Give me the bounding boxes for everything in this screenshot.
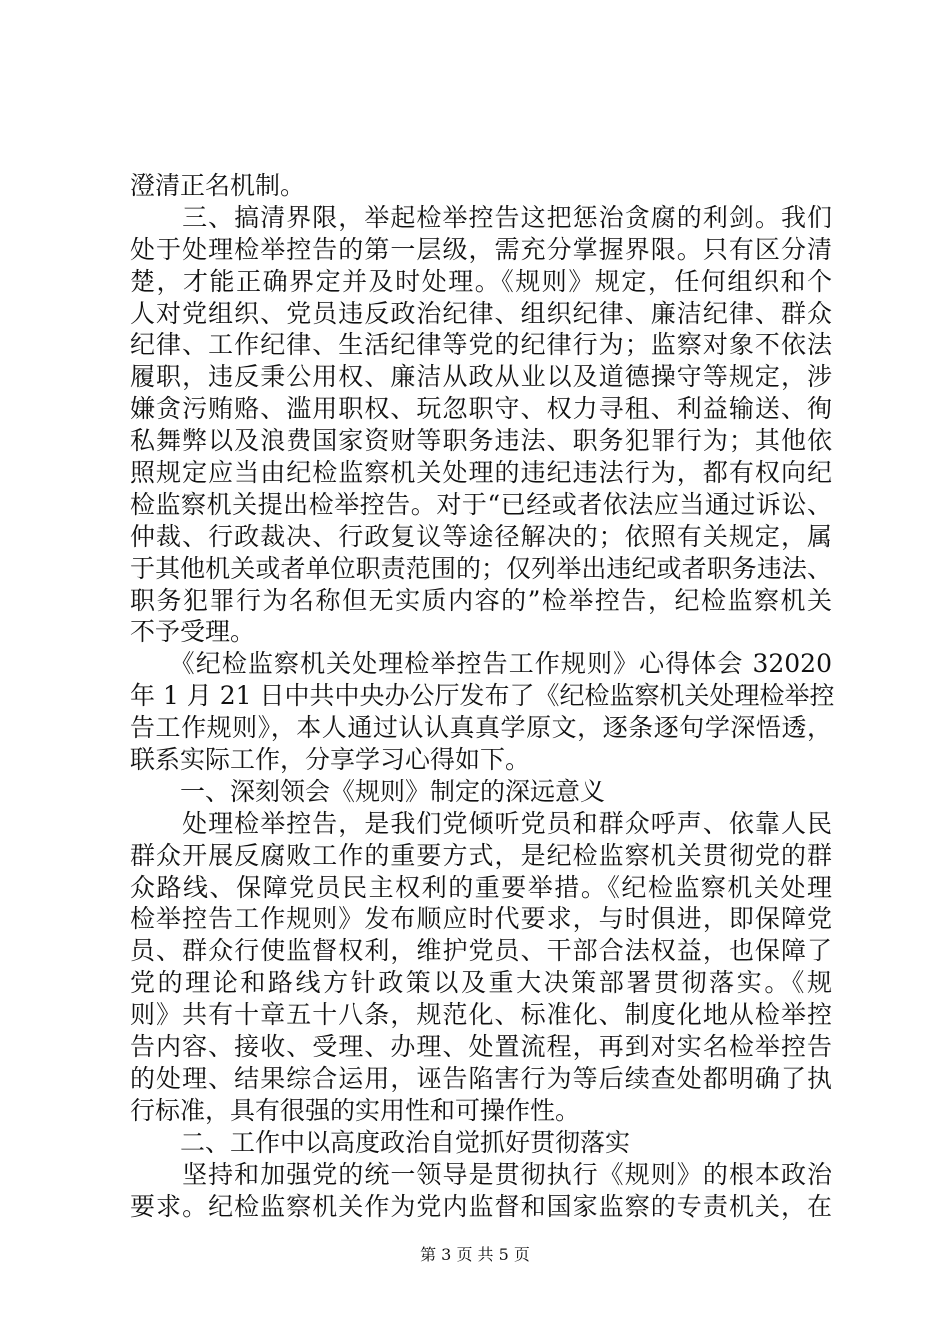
section-heading: 二、工作中以高度政治自觉抓好贯彻落实: [130, 1127, 631, 1157]
text-line: 坚持和加强党的统一领导是贯彻执行《规则》的根本政治: [130, 1159, 832, 1189]
text-line: 于其他机关或者单位职责范围的；仅列举出违纪或者职务违法、: [130, 553, 832, 583]
text-line: 检监察机关提出检举控告。对于“已经或者依法应当通过诉讼、: [130, 489, 832, 519]
text-line: 党的理论和路线方针政策以及重大决策部署贯彻落实。《规: [130, 968, 832, 998]
text-line: 仲裁、行政裁决、行政复议等途径解决的；依照有关规定，属: [130, 521, 832, 551]
text-line: 嫌贪污贿赂、滥用职权、玩忽职守、权力寻租、利益输送、徇: [130, 394, 832, 424]
text-line: 行标准，具有很强的实用性和可操作性。: [130, 1095, 581, 1125]
text-line: 楚，才能正确界定并及时处理。《规则》规定，任何组织和个: [130, 266, 832, 296]
text-line: 纪律、工作纪律、生活纪律等党的纪律行为；监察对象不依法: [130, 330, 832, 360]
section-heading: 一、深刻领会《规则》制定的深远意义: [130, 776, 606, 806]
text-line: 告内容、接收、受理、办理、处置流程，再到对实名检举控告: [130, 1032, 832, 1062]
text-line: 处于处理检举控告的第一层级，需充分掌握界限。只有区分清: [130, 234, 832, 264]
text-line: 照规定应当由纪检监察机关处理的违纪违法行为，都有权向纪: [130, 458, 832, 488]
text-line: 的处理、结果综合运用，诬告陷害行为等后续查处都明确了执: [130, 1063, 832, 1093]
text-line: 则》共有十章五十八条，规范化、标准化、制度化地从检举控: [130, 1000, 832, 1030]
document-body: [130, 170, 835, 1222]
text-line: 员、群众行使监督权利，维护党员、干部合法权益，也保障了: [130, 936, 832, 966]
text-line: 告工作规则》，本人通过认认真真学原文，逐条逐句学深悟透，: [130, 713, 832, 743]
text-line: 澄清正名机制。: [130, 171, 306, 200]
text-line: 职务犯罪行为名称但无实质内容的”检举控告，纪检监察机关: [130, 585, 832, 615]
text-line: 处理检举控告，是我们党倾听党员和群众呼声、依靠人民: [130, 808, 832, 838]
text-line: 要求。纪检监察机关作为党内监督和国家监察的专责机关，在: [130, 1191, 832, 1221]
text-line: 人对党组织、党员违反政治纪律、组织纪律、廉洁纪律、群众: [130, 298, 832, 328]
text-line: 三、搞清界限，举起检举控告这把惩治贪腐的利剑。我们: [130, 202, 832, 232]
text-line: 年 1 月 21 日中共中央办公厅发布了《纪检监察机关处理检举控: [130, 681, 835, 711]
text-line: 私舞弊以及浪费国家资财等职务违法、职务犯罪行为；其他依: [130, 426, 832, 456]
text-line: 众路线、保障党员民主权利的重要举措。《纪检监察机关处理: [130, 872, 832, 902]
text-line: 检举控告工作规则》发布顺应时代要求，与时俱进，即保障党: [130, 904, 832, 934]
text-line: 履职，违反秉公用权、廉洁从政从业以及道德操守等规定，涉: [130, 362, 832, 392]
text-line: 不予受理。: [130, 617, 256, 647]
text-line: 《纪检监察机关处理检举控告工作规则》心得体会 32020: [130, 649, 832, 679]
text-line: 联系实际工作，分享学习心得如下。: [130, 745, 531, 775]
text-line: 群众开展反腐败工作的重要方式，是纪检监察机关贯彻党的群: [130, 840, 832, 870]
page-number-footer: 第 3 页 共 5 页: [420, 1245, 530, 1264]
